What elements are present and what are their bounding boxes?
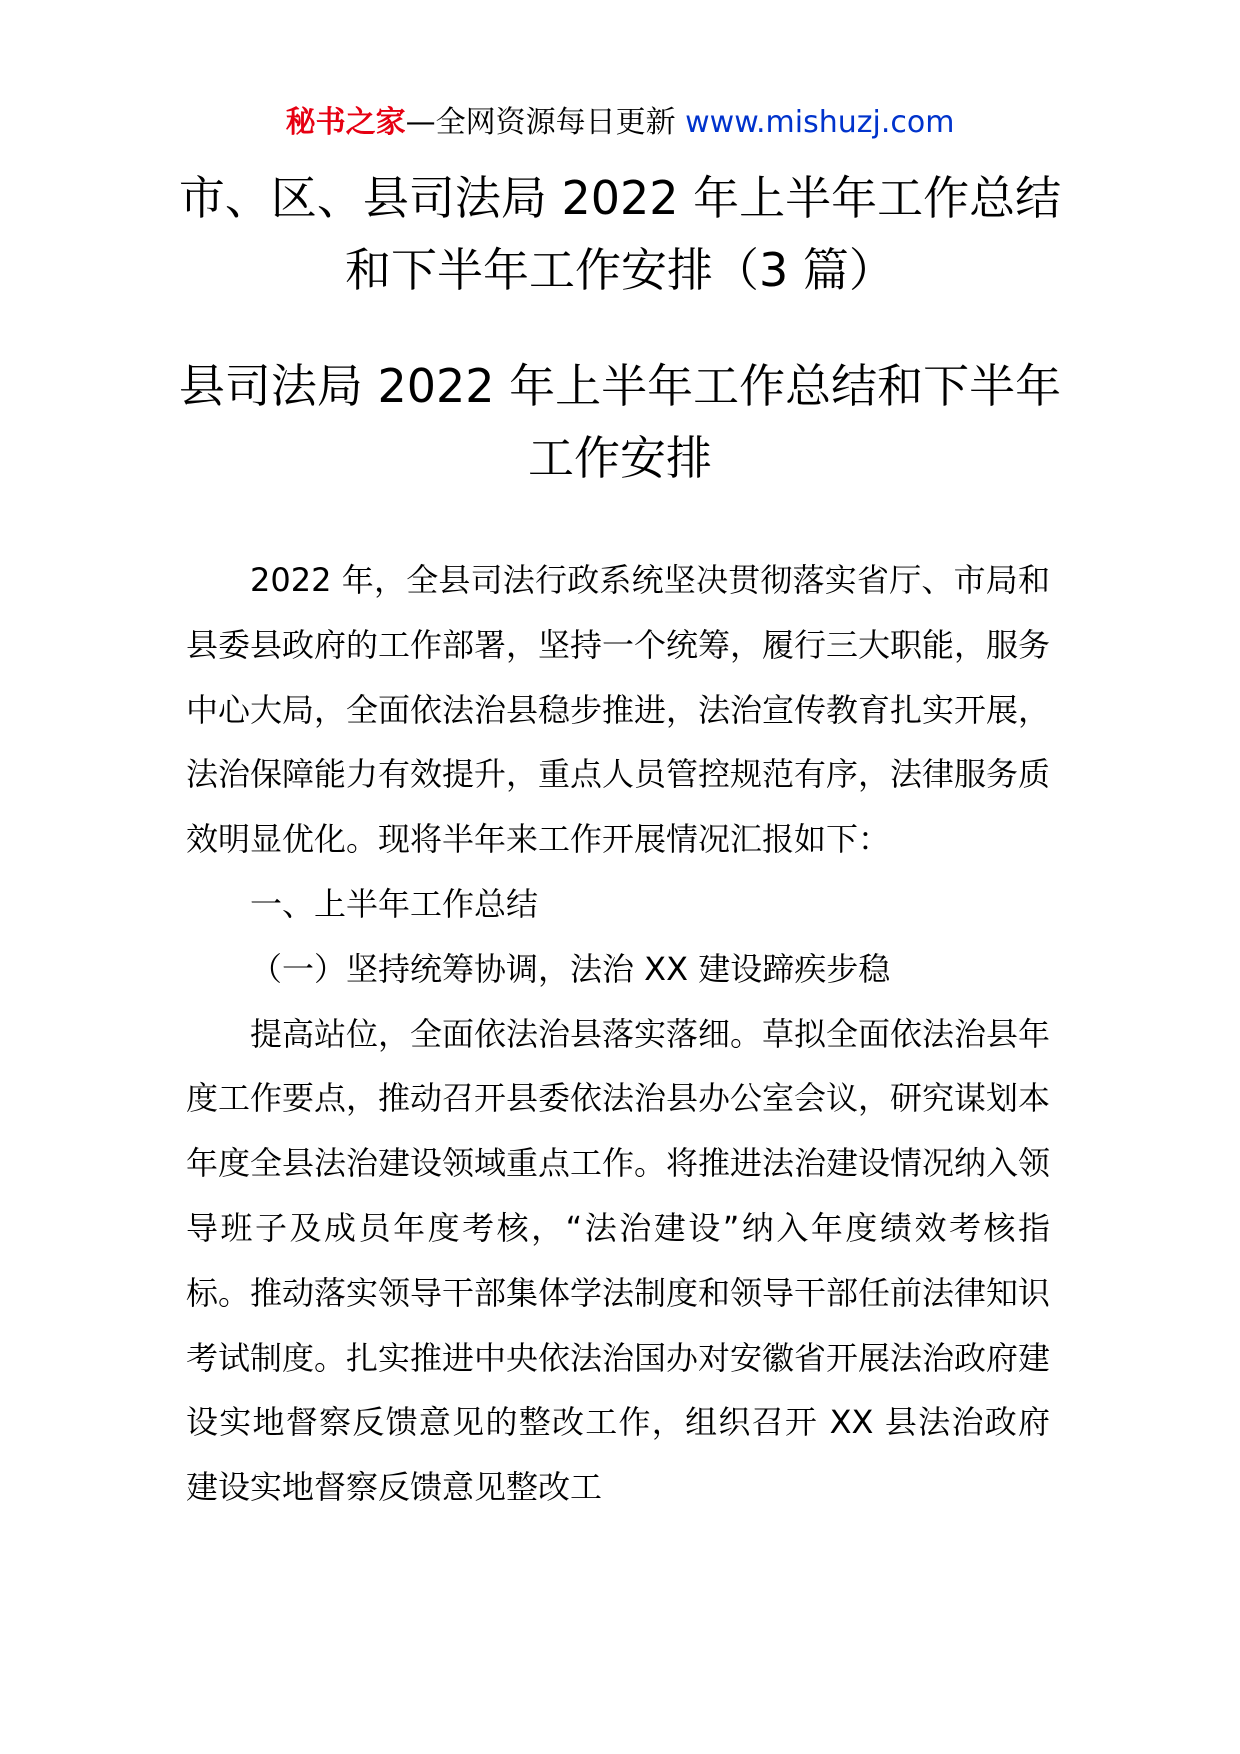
intro-paragraph: 2022 年，全县司法行政系统坚决贯彻落实省厅、市局和县委县政府的工作部署，坚持一个统筹，履行三大职能，服务中心大局，全面依法治县稳步推进，法治宣传教育扎实开展，法治保障能力有效提升，重点人员管控规范有序，法律服务质效明显优化。现将半年来工作开展情况汇报如下： bbox=[186, 561, 1051, 859]
site-header bbox=[0, 103, 1240, 143]
site-url-link[interactable]: www.mishuzj.com bbox=[685, 105, 955, 140]
subsection-heading: （一）坚持统筹协调，法治 XX 建设蹄疾步稳 bbox=[250, 949, 891, 988]
site-tagline: —全网资源每日更新 bbox=[405, 105, 676, 140]
article-title-line1: 县司法局 2022 年上半年工作总结和下半年 bbox=[178, 359, 1062, 413]
article-title-line2: 工作安排 bbox=[528, 431, 712, 485]
document-title bbox=[120, 162, 1120, 306]
document-title-line1: 市、区、县司法局 2022 年上半年工作总结 bbox=[178, 171, 1062, 225]
document-title-line2: 和下半年工作安排（3 篇） bbox=[345, 243, 895, 297]
section-heading: 一、上半年工作总结 bbox=[250, 884, 539, 923]
article-title bbox=[120, 350, 1120, 494]
document-body bbox=[186, 548, 1050, 1520]
body-paragraph: 提高站位，全面依法治县落实落细。草拟全面依法治县年度工作要点，推动召开县委依法治县办公室会议，研究谋划本年度全县法治建设领域重点工作。将推进法治建设情况纳入领导班子及成员年度考核，“法治建设”纳入年度绩效考核指标。推动落实领导干部集体学法制度和领导干部任前法律知识考试制度。扎实推进中央依法治国办对安徽省开展法治政府建设实地督察反馈意见的整改工作，组织召开 XX 县法治政府建设实地督察反馈意见整改工 bbox=[186, 1014, 1051, 1507]
brand-name: 秘书之家 bbox=[285, 105, 406, 140]
